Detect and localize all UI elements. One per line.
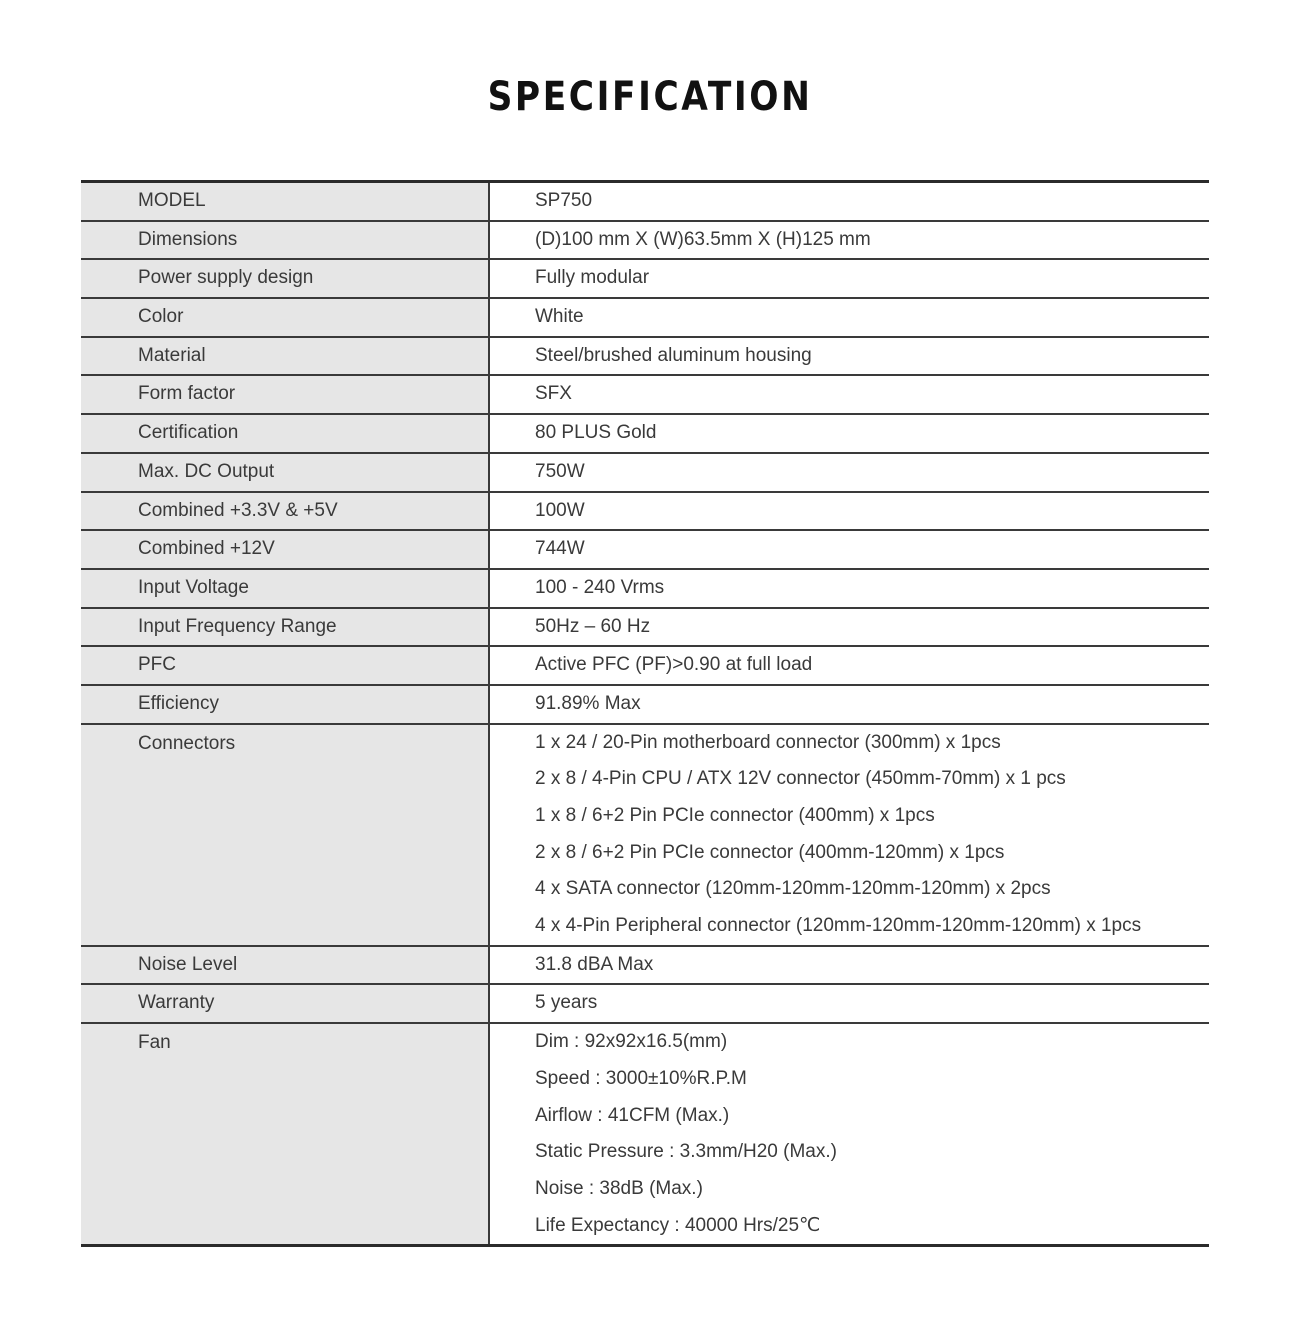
spec-row (81, 493, 1209, 532)
spec-value-cell (490, 1024, 1209, 1244)
spec-value: Static Pressure : 3.3mm/H20 (Max.) (535, 1141, 837, 1163)
spec-label: MODEL (81, 183, 490, 220)
page-title: SPECIFICATION (487, 74, 813, 120)
spec-value-cell (490, 947, 1209, 984)
spec-value-cell (490, 725, 1209, 945)
spec-value: Fully modular (535, 267, 650, 289)
spec-value: Active PFC (PF)>0.90 at full load (535, 654, 813, 676)
spec-row (81, 531, 1209, 570)
spec-value-cell (490, 376, 1209, 413)
spec-label: PFC (81, 647, 490, 684)
spec-value: 91.89% Max (535, 692, 641, 714)
spec-row (81, 1024, 1209, 1244)
spec-row (81, 260, 1209, 299)
spec-row (81, 609, 1209, 648)
spec-label: Power supply design (81, 260, 490, 297)
spec-value: 2 x 8 / 4-Pin CPU / ATX 12V connector (450mm-70mm) x 1 pcs (535, 768, 1066, 790)
spec-value: (D)100 mm X (W)63.5mm X (H)125 mm (535, 228, 871, 250)
spec-row (81, 647, 1209, 686)
spec-value: Life Expectancy : 40000 Hrs/25℃ (535, 1214, 821, 1236)
spec-value: 4 x 4-Pin Peripheral connector (120mm-120mm-120mm-120mm) x 1pcs (535, 915, 1142, 937)
spec-value: SP750 (535, 190, 593, 211)
spec-row (81, 415, 1209, 454)
spec-value-cell (490, 647, 1209, 684)
spec-value: Speed : 3000±10%R.P.M (535, 1067, 747, 1089)
spec-label: Color (81, 299, 490, 336)
spec-value: Airflow : 41CFM (Max.) (535, 1104, 730, 1126)
spec-value: 2 x 8 / 6+2 Pin PCIe connector (400mm-120mm) x 1pcs (535, 841, 1005, 863)
spec-row (81, 947, 1209, 986)
spec-value-cell (490, 260, 1209, 297)
spec-row (81, 454, 1209, 493)
spec-value: 80 PLUS Gold (535, 422, 657, 444)
spec-label: Combined +12V (81, 531, 490, 568)
spec-row (81, 299, 1209, 338)
spec-value: SFX (535, 383, 572, 405)
spec-value-cell (490, 454, 1209, 491)
spec-value-cell (490, 686, 1209, 723)
spec-value-cell (490, 338, 1209, 375)
spec-label: Fan (81, 1024, 490, 1244)
spec-value-cell (490, 531, 1209, 568)
spec-value: 4 x SATA connector (120mm-120mm-120mm-120mm) x 2pcs (535, 878, 1051, 900)
spec-value-cell (490, 415, 1209, 452)
spec-label: Connectors (81, 725, 490, 945)
spec-value-cell (490, 570, 1209, 607)
spec-value: 100W (535, 499, 585, 521)
spec-table (81, 180, 1209, 1247)
spec-value-cell (490, 985, 1209, 1022)
spec-row (81, 725, 1209, 947)
spec-value-cell (490, 299, 1209, 336)
spec-label: Dimensions (81, 222, 490, 259)
spec-value-cell (490, 222, 1209, 259)
spec-value: 1 x 24 / 20-Pin motherboard connector (300mm) x 1pcs (535, 731, 1001, 753)
spec-value: Noise : 38dB (Max.) (535, 1177, 703, 1199)
spec-row (81, 338, 1209, 377)
spec-value-cell (490, 183, 1209, 220)
spec-value: 31.8 dBA Max (535, 953, 654, 975)
spec-value: 1 x 8 / 6+2 Pin PCIe connector (400mm) x 1pcs (535, 805, 935, 826)
spec-label: Combined +3.3V & +5V (81, 493, 490, 530)
spec-value: 50Hz – 60 Hz (535, 615, 651, 637)
spec-value: Steel/brushed aluminum housing (535, 344, 812, 366)
spec-label: Input Voltage (81, 570, 490, 607)
spec-value: 744W (535, 538, 585, 560)
spec-label: Noise Level (81, 947, 490, 984)
spec-value-cell (490, 609, 1209, 646)
spec-value: 750W (535, 460, 585, 482)
spec-row (81, 686, 1209, 725)
spec-label: Material (81, 338, 490, 375)
spec-value: 100 - 240 Vrms (535, 576, 665, 598)
spec-label: Form factor (81, 376, 490, 413)
spec-value-cell (490, 493, 1209, 530)
spec-row (81, 376, 1209, 415)
spec-label: Max. DC Output (81, 454, 490, 491)
spec-value: White (535, 306, 584, 328)
spec-label: Efficiency (81, 686, 490, 723)
spec-row (81, 222, 1209, 261)
spec-row (81, 570, 1209, 609)
spec-row (81, 985, 1209, 1024)
spec-value: 5 years (535, 992, 598, 1014)
spec-label: Input Frequency Range (81, 609, 490, 646)
spec-value: Dim : 92x92x16.5(mm) (535, 1031, 728, 1053)
spec-row (81, 183, 1209, 222)
spec-label: Certification (81, 415, 490, 452)
spec-label: Warranty (81, 985, 490, 1022)
